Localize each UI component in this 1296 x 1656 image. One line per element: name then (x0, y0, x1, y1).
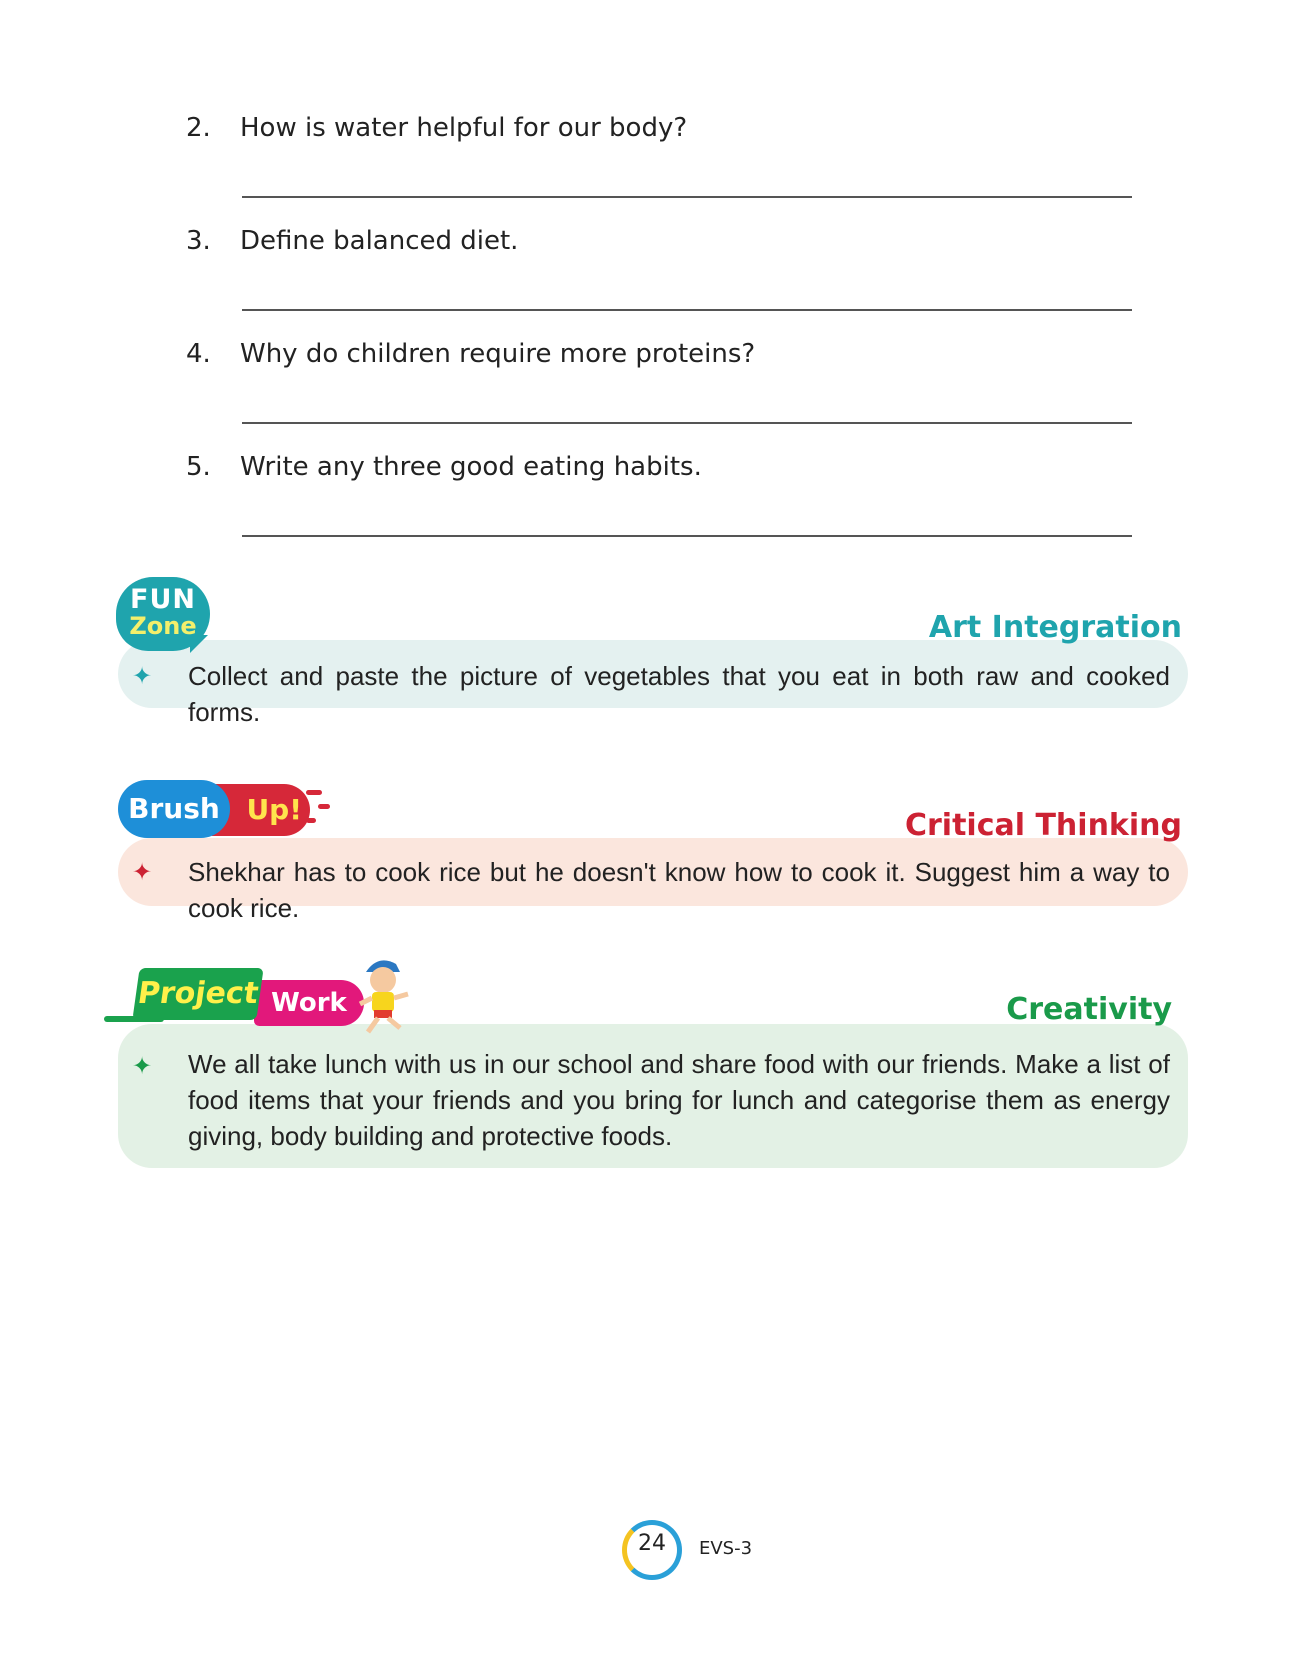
question-text: Why do children require more proteins? (240, 339, 756, 369)
up-badge: Up! (212, 784, 310, 836)
star-bullet-icon: ✦ (132, 1052, 153, 1080)
decoration-dash (306, 818, 316, 823)
question-4 (186, 339, 755, 369)
badge-line-1: FUN (130, 584, 196, 615)
brush-badge: Brush (118, 780, 230, 838)
question-number: 2. (186, 113, 211, 143)
page-number: 24 (638, 1531, 666, 1556)
book-label: EVS-3 (699, 1538, 753, 1559)
question-text: Define balanced diet. (240, 226, 519, 256)
answer-line[interactable] (242, 309, 1132, 311)
category-creativity: Creativity (1006, 992, 1172, 1027)
star-bullet-icon: ✦ (132, 662, 153, 690)
answer-line[interactable] (242, 196, 1132, 198)
speech-tail (190, 635, 208, 653)
category-art-integration: Art Integration (928, 610, 1182, 645)
work-badge: Work (254, 980, 364, 1026)
brush-up-box (118, 838, 1188, 923)
question-number: 4. (186, 339, 211, 369)
question-number: 3. (186, 226, 211, 256)
running-child-icon (356, 954, 414, 1038)
project-badge: Project (132, 968, 263, 1020)
question-5 (186, 452, 702, 482)
question-number: 5. (186, 452, 211, 482)
fun-zone-box (118, 640, 1188, 727)
answer-line[interactable] (242, 535, 1132, 537)
answer-line[interactable] (242, 422, 1132, 424)
category-critical-thinking: Critical Thinking (904, 808, 1182, 843)
question-3 (186, 226, 518, 256)
project-work-box (118, 1024, 1188, 1168)
decoration-dash (306, 790, 322, 795)
project-work-text: We all take lunch with us in our school and share food with our friends. Make a list of food items that your friends and you bring for lunch and categorise them as energy giving, body building and protective foods. (188, 1049, 1170, 1151)
star-bullet-icon: ✦ (132, 858, 153, 886)
brush-up-text: Shekhar has to cook rice but he doesn't know how to cook it. Suggest him a way to cook rice. (188, 857, 1170, 923)
badge-line-2: Zone (129, 612, 197, 640)
question-text: Write any three good eating habits. (240, 452, 702, 482)
question-2 (186, 113, 687, 143)
question-text: How is water helpful for our body? (240, 113, 688, 143)
fun-zone-text: Collect and paste the picture of vegetables that you eat in both raw and cooked forms. (188, 661, 1170, 727)
decoration-dash (318, 804, 330, 809)
